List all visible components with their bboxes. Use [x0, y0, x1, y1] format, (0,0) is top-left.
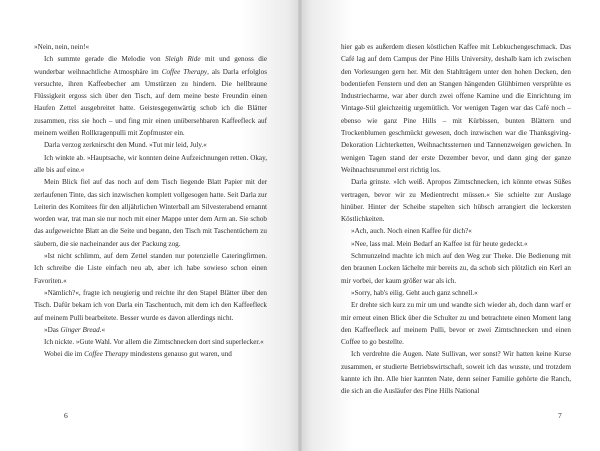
paragraph-text: »Das [44, 325, 61, 334]
paragraph-text: »Nein, nein, nein!« [34, 43, 90, 51]
paragraph [34, 336, 267, 348]
paragraph-text: Darla verzog zerknirscht den Mund. »Tut mir leid, July.« [44, 141, 207, 150]
paragraph-text: »Ist nicht schlimm, auf dem Zettel standen nur potenzielle Cateringfirmen. Ich schreibe die Liste einfach neu ab, aber ich habe sowieso schon einen Favoriten.« [34, 252, 267, 285]
right-page [300, 0, 600, 451]
paragraph-text: Darla grinste. »Ich weiß. Apropos Zimtschnecken, ich könnte etwas Süßes vertragen, bevor wir zu Medientrecht müssen.« Sie schielte zur Auslage hinüber. Hinter der Scheibe stapelten sich hübsch arrangiert die leckersten Köstlichkeiten. [341, 178, 571, 224]
left-page-number: 6 [64, 411, 68, 420]
paragraph [34, 152, 267, 177]
paragraph [34, 250, 267, 287]
right-page-text [341, 41, 571, 398]
paragraph-text: Ich winkte ab. »Hauptsache, wir konnten deine Aufzeichnungen retten. Okay, alle bis auf eine.« [34, 153, 267, 174]
paragraph-text: , als Darla erfolglos versuchte, ihren Kaffeebecher am Umstürzen zu hindern. Die hellbraune Flüssigkeit ergoss sich über den Tisch, auf dem meine beste Freundin einen Haufen Zettel ausgebreitet hatte. Geistesgegenwärtig schob ich die Blätter zusammen, riss sie hoch – und fing mir einen unübersehbaren Kaffeefleck auf meinem weißen Rollkragenpulli mit Zopfmuster ein. [34, 67, 267, 138]
paragraph-text: »Ach, auch. Noch einen Kaffee für dich?« [351, 227, 472, 236]
left-page-text [34, 41, 267, 361]
paragraph [341, 225, 571, 237]
paragraph [34, 176, 267, 250]
paragraph-text: Schmunzelnd machte ich mich auf den Weg zur Theke. Die Bedienung mit den braunen Locken lächelte mir bereits zu, da schob sich plötzlich ein Kerl an mir vorbei, der kaum größer war als ich. [341, 252, 571, 285]
paragraph-text: mindestens genauso gut waren, und [128, 350, 232, 359]
paragraph [341, 299, 571, 348]
paragraph [34, 287, 267, 324]
paragraph-text: »Sorry, hab's eilig. Geht auch ganz schnell.« [351, 288, 478, 297]
paragraph [341, 250, 571, 287]
paragraph-text: »Nee, lass mal. Mein Bedarf an Kaffee ist für heute gedeckt.« [351, 239, 528, 248]
paragraph [34, 53, 267, 139]
paragraph [341, 287, 571, 299]
paragraph [34, 348, 267, 360]
paragraph-text: Er drehte sich kurz zu mir um und wandte sich wieder ab, doch dann warf er mir erneut einen Blick über die Schulter zu und betrachtete einen Moment lang den Kaffeefleck auf meinem Pulli, bevor er zwei Zimtschnecken und einen Coffee to go bestellte. [341, 301, 571, 347]
paragraph-text: Ich summte gerade die Melodie von [44, 55, 166, 64]
paragraph [341, 176, 571, 225]
paragraph [341, 348, 571, 397]
paragraph-text: Ich nickte. »Gute Wahl. Vor allem die Zimtschnecken dort sind superlecker.« [44, 338, 264, 347]
paragraph-text: Mein Blick fiel auf das noch auf dem Tisch liegende Blatt Papier mit der zerlaufenen Tinte, das sich inzwischen komplett vollgesogen hatte. Seit Darla zur Leiterin des Komitees für den alljährlichen Winterball am Silvesterabend ernannt worden war, trat man sie nur noch mit einer Mappe unter dem Arm an. Sie schob das aufgeweichte Blatt an die Seite und begann, den Tisch mit Taschentüchern zu säubern, die sie nacheinander aus der Packung zog. [34, 178, 267, 248]
paragraph [34, 41, 267, 53]
italic-title-text: Ginger Bread [60, 325, 100, 334]
right-page-number: 7 [558, 411, 562, 420]
paragraph [34, 139, 267, 151]
paragraph-text: mit und genoss die wunderbar weihnachtliche Atmosphäre im [34, 55, 267, 76]
paragraph [341, 41, 571, 176]
italic-title-text: Sleigh Ride [165, 55, 201, 64]
italic-title-text: Coffee Therapy [161, 67, 208, 76]
paragraph-text: hier gab es außerdem diesen köstlichen Kaffee mit Lebkuchengeschmack. Das Café lag auf dem Campus der Pine Hills University, deshalb kam ich zwischen den Vorlesungen gern her. Mit den Stahlträgern unter den hohen Decken, den bodentiefen Fenstern und den an Stangen hängenden Glühbirnen versprühte es Industriecharme, war aber durch zwei offene Kamine und die Einrichtung im Vintage-Stil gleichzeitig urgemütlich. Vor wenigen Tagen war das Café noch – ebenso wie ganz Pine Hills – mit Kürbissen, bunten Blättern und Trockenblumen geschmückt gewesen, doch inzwischen war die Thanksgiving-Dekoration Lichterketten, Weihnachtssternen und Tannenzweigen gewichen. In wenigen Tagen stand der erste Dezember bevor, und dann ging der ganze Weihnachtsrummel erst richtig los. [341, 43, 571, 174]
paragraph [34, 324, 267, 336]
italic-title-text: Coffee Therapy [84, 350, 129, 359]
paragraph [341, 238, 571, 250]
book-gutter [298, 0, 302, 451]
paragraph-text: »Nämlich?«, fragte ich neugierig und reichte ihr den Stapel Blätter über den Tisch. Dafür bekam ich von Darla ein Taschentuch, mit dem ich den Kaffeefleck auf meinem Pulli bearbeitete. Besser wurde es davon allerdings nicht. [34, 288, 267, 322]
paragraph-text: Ich verdrehte die Augen. Nate Sullivan, wer sonst? Wir hatten keine Kurse zusammen, er studierte Betriebswirtschaft, soweit ich das wusste, und trotzdem kannte ich ihn. Alle hier kannten Nate, denn seiner Familie gehörte die Ranch, die sich an die Ausläufer des Pine Hills National [341, 350, 571, 396]
paragraph-text: Wobei die im [44, 350, 85, 359]
paragraph-text: .« [99, 325, 106, 334]
